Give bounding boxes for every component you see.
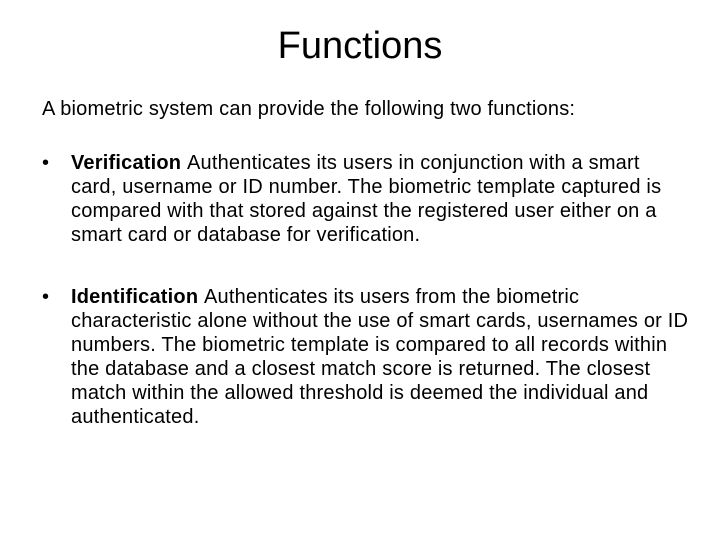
bullet-item-verification <box>0 151 720 247</box>
bullet-text: Authenticates its users in conjunction with a smart card, username or ID number. The biometric template captured is compared with that stored against the registered user either on a smart card or database for verification. <box>71 152 662 246</box>
bullet-list <box>0 151 720 429</box>
slide-title: Functions <box>277 25 443 67</box>
intro-text: A biometric system can provide the following two functions: <box>42 98 576 120</box>
bullet-icon: • <box>42 152 50 174</box>
bullet-text: Authenticates its users from the biometric characteristic alone without the use of smart cards, usernames or ID numbers. The biometric template is compared to all records within the database and a closest match score is returned. The closest match within the allowed threshold is deemed the individual and authenticated. <box>71 286 689 428</box>
bullet-term: Identification <box>71 286 204 308</box>
bullet-icon: • <box>42 286 50 308</box>
bullet-item-identification <box>0 285 720 429</box>
bullet-term: Verification <box>71 152 187 174</box>
